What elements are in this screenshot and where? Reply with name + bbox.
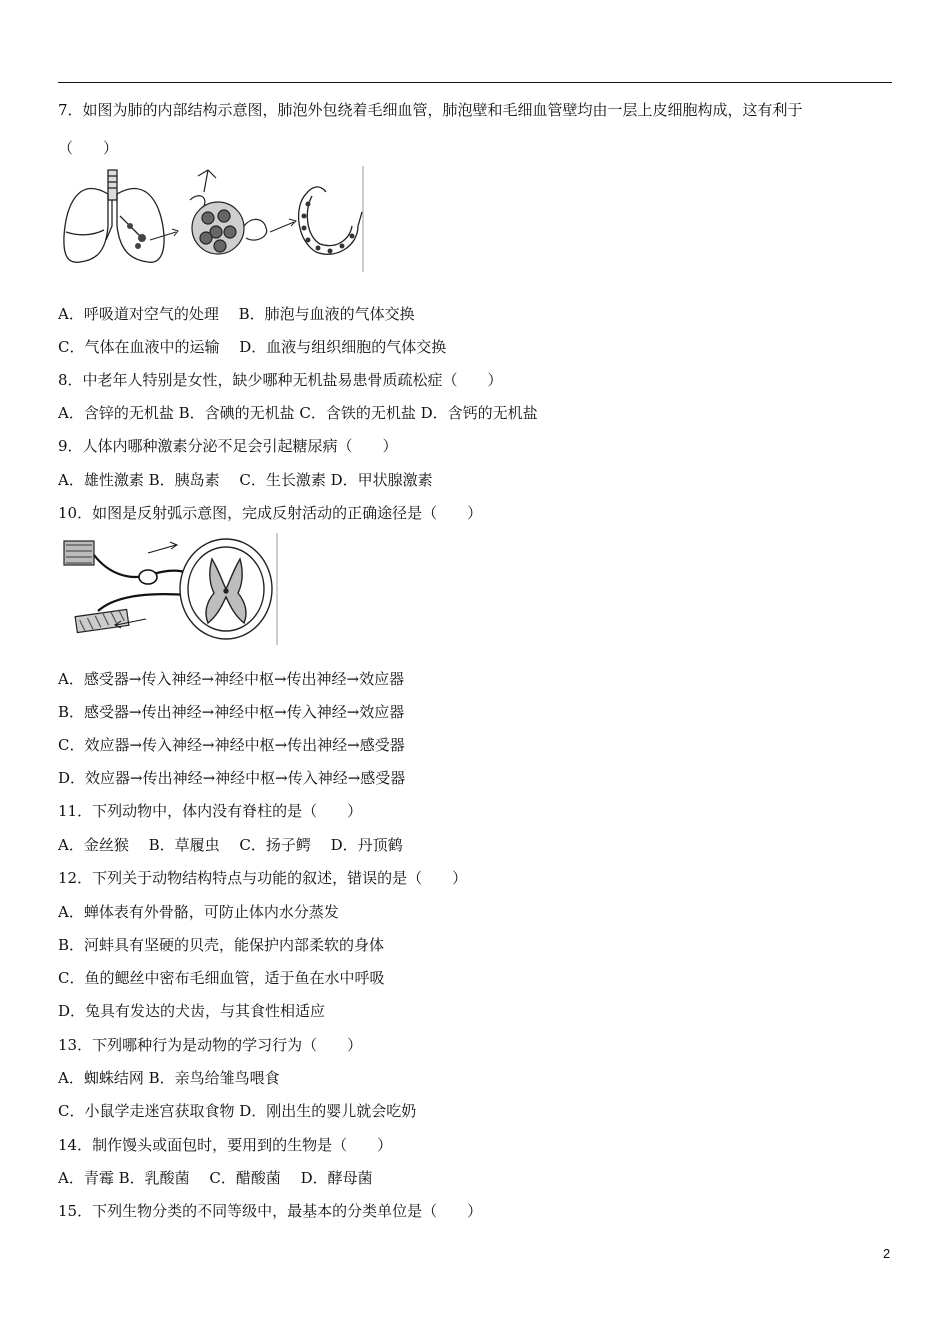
q7-stem: 7．如图为肺的内部结构示意图，肺泡外包绕着毛细血管，肺泡壁和毛细血管壁均由一层上皮细胞构成，这有利于 (58, 101, 803, 119)
q9-options: A．雄性激素 B．胰岛素 C．生长激素 D．甲状腺激素 (58, 471, 433, 489)
capillary-drawing (299, 187, 362, 254)
q12-option-b: B．河蚌具有坚硬的贝壳，能保护内部柔软的身体 (58, 936, 385, 954)
q10-option-c: C．效应器→传入神经→神经中枢→传出神经→感受器 (58, 736, 405, 754)
q11-stem: 11．下列动物中，体内没有脊柱的是（ ） (58, 802, 363, 820)
q12-stem: 12．下列关于动物结构特点与功能的叙述，错误的是（ ） (58, 869, 468, 887)
ganglion-drawing (139, 570, 157, 584)
q8-stem: 8．中老年人特别是女性，缺少哪种无机盐易患骨质疏松症（ ） (58, 371, 503, 389)
q12-option-c: C．鱼的鳃丝中密布毛细血管，适于鱼在水中呼吸 (58, 969, 385, 987)
receptor-drawing (64, 541, 94, 565)
q10-option-d: D．效应器→传出神经→神经中枢→传入神经→感受器 (58, 769, 406, 787)
q12-option-d: D．兔具有发达的犬齿，与其食性相适应 (58, 1002, 326, 1020)
spinal-cord-drawing (180, 539, 272, 639)
q15-stem: 15．下列生物分类的不同等级中，最基本的分类单位是（ ） (58, 1202, 483, 1220)
q13-options-ab: A．蜘蛛结网 B．亲鸟给雏鸟喂食 (58, 1069, 280, 1087)
bronchi-drawing (127, 223, 146, 249)
reflex-arc-figure (58, 533, 280, 645)
lung-structure-figure (58, 166, 366, 274)
alveoli-cluster-drawing (190, 170, 267, 254)
q10-stem: 10．如图是反射弧示意图，完成反射活动的正确途径是（ ） (58, 504, 483, 522)
q10-option-a: A．感受器→传入神经→神经中枢→传出神经→效应器 (58, 670, 405, 688)
lungs-drawing (64, 170, 164, 262)
q14-stem: 14．制作馒头或面包时，要用到的生物是（ ） (58, 1136, 393, 1154)
q14-options: A．青霉 B．乳酸菌 C．醋酸菌 D．酵母菌 (58, 1169, 373, 1187)
q7-stem-blank: （ ） (58, 139, 119, 157)
q8-options: A．含锌的无机盐 B．含碘的无机盐 C．含铁的无机盐 D．含钙的无机盐 (58, 404, 538, 422)
q7-options-cd: C．气体在血液中的运输 D．血液与组织细胞的气体交换 (58, 338, 447, 356)
q9-stem: 9．人体内哪种激素分泌不足会引起糖尿病（ ） (58, 437, 398, 455)
q11-options: A．金丝猴 B．草履虫 C．扬子鳄 D．丹顶鹤 (58, 836, 403, 854)
page-number: 2 (883, 1246, 891, 1261)
q7-options-ab: A．呼吸道对空气的处理 B．肺泡与血液的气体交换 (58, 305, 415, 323)
q12-option-a: A．蝉体表有外骨骼，可防止体内水分蒸发 (58, 903, 339, 921)
q10-option-b: B．感受器→传出神经→神经中枢→传入神经→效应器 (58, 703, 405, 721)
header-rule (58, 82, 892, 83)
q13-stem: 13．下列哪种行为是动物的学习行为（ ） (58, 1036, 363, 1054)
q13-options-cd: C．小鼠学走迷宫获取食物 D．刚出生的婴儿就会吃奶 (58, 1102, 417, 1120)
